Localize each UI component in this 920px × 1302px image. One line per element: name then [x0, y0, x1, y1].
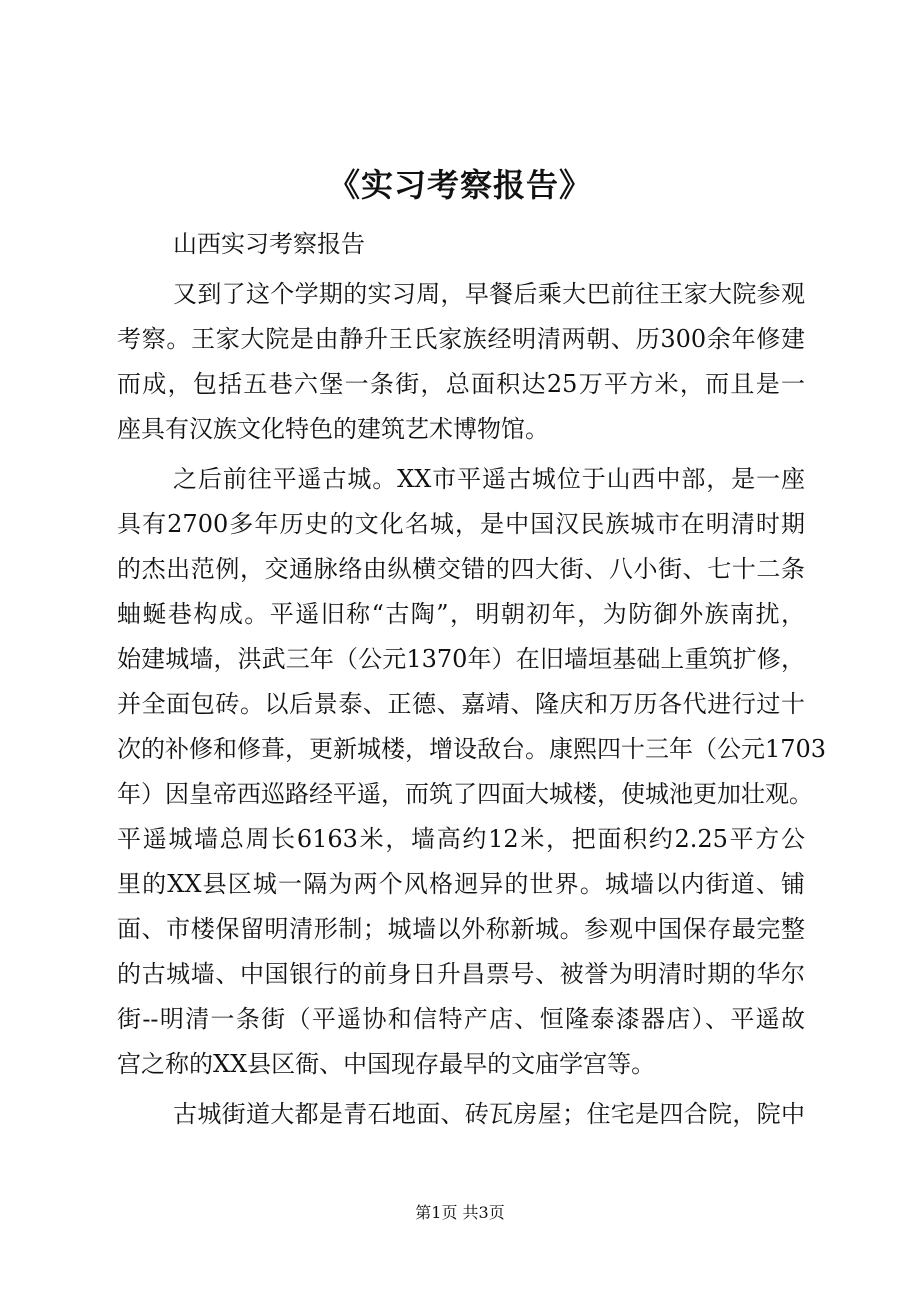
text-line: 平遥城墙总周长6163米，墙高约12米，把面积约2.25平方公 [117, 825, 805, 853]
text-line: 的杰出范例，交通脉络由纵横交错的四大街、八小街、七十二条 [117, 555, 805, 583]
text-line: 具有2700多年历史的文化名城，是中国汉民族城市在明清时期 [117, 510, 805, 538]
text-line: 年）因皇帝西巡路经平遥，而筑了四面大城楼，使城池更加壮观。 [117, 780, 813, 808]
text-line: 宫之称的XX县区衙、中国现存最早的文庙学宫等。 [117, 1050, 656, 1078]
text-line: 座具有汉族文化特色的建筑艺术博物馆。 [117, 415, 549, 443]
text-line: 的古城墙、中国银行的前身日升昌票号、被誉为明清时期的华尔 [117, 960, 805, 988]
paragraph [117, 222, 805, 267]
paragraph [117, 272, 805, 452]
page-footer: 第1页 共3页 [415, 1203, 505, 1222]
text-line: 又到了这个学期的实习周，早餐后乘大巴前往王家大院参观 [173, 280, 805, 308]
text-line: 里的XX县区城一隔为两个风格迥异的世界。城墙以内街道、铺 [117, 870, 805, 898]
document-title: 《实习考察报告》 [327, 166, 592, 204]
text-line: 蚰蜒巷构成。平遥旧称“古陶”，明朝初年，为防御外族南扰， [117, 600, 805, 628]
text-line: 街--明清一条街（平遥协和信特产店、恒隆泰漆器店）、平遥故 [117, 1005, 805, 1033]
text-line: 并全面包砖。以后景泰、正德、嘉靖、隆庆和万历各代进行过十 [117, 690, 805, 718]
text-line: 山西实习考察报告 [173, 230, 365, 258]
paragraph [117, 457, 827, 1087]
text-line: 次的补修和修葺，更新城楼，增设敌台。康熙四十三年（公元1703 [117, 735, 827, 763]
text-line: 面、市楼保留明清形制；城墙以外称新城。参观中国保存最完整 [117, 915, 805, 943]
text-line: 考察。王家大院是由静升王氏家族经明清两朝、历300余年修建 [117, 325, 805, 353]
document-body [117, 222, 827, 1137]
text-line: 古城街道大都是青石地面、砖瓦房屋；住宅是四合院，院中 [173, 1100, 805, 1128]
text-line: 之后前往平遥古城。XX市平遥古城位于山西中部，是一座 [173, 465, 805, 493]
text-line: 始建城墙，洪武三年（公元1370年）在旧墙垣基础上重筑扩修， [117, 645, 805, 673]
text-line: 而成，包括五巷六堡一条街，总面积达25万平方米，而且是一 [117, 370, 805, 398]
paragraph [117, 1092, 805, 1137]
